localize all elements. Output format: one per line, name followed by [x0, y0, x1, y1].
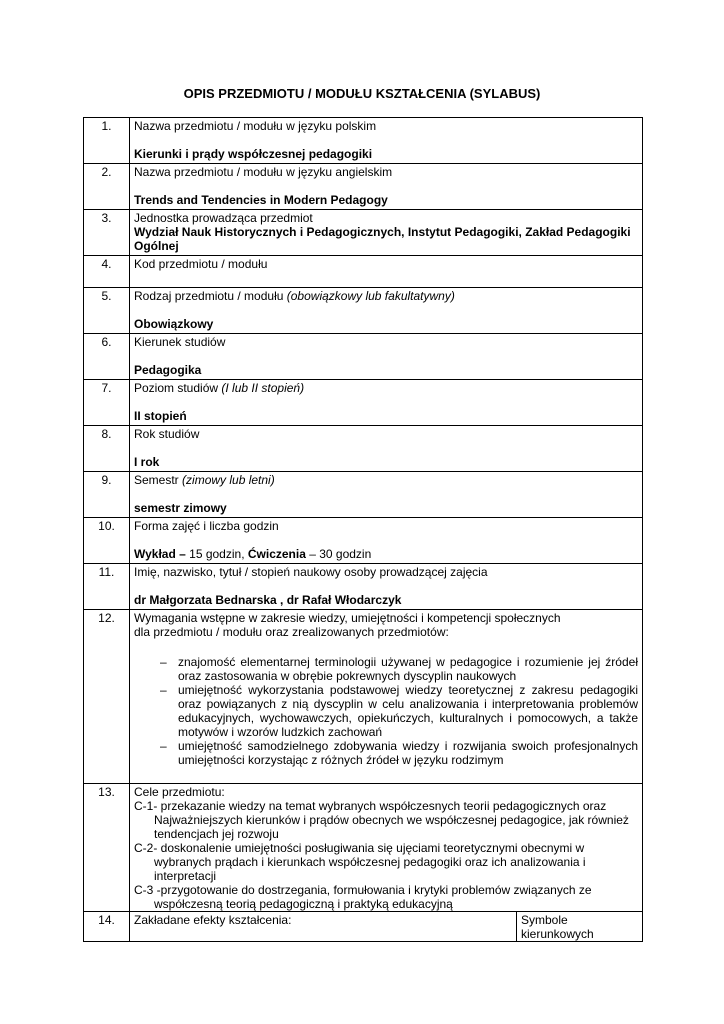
row-number: 4. — [84, 256, 130, 288]
row-7 — [84, 380, 643, 426]
row-8 — [84, 426, 643, 472]
row-12 — [84, 610, 643, 784]
row-5 — [84, 288, 643, 334]
row-number: 5. — [84, 288, 130, 334]
row-hint: (zimowy lub letni) — [182, 473, 275, 487]
row-label: Zakładane efekty kształcenia: — [130, 912, 517, 942]
row-number: 9. — [84, 472, 130, 518]
row-hint: (I lub II stopień) — [221, 381, 305, 395]
row-11 — [84, 564, 643, 610]
course-type: Obowiązkowy — [134, 317, 214, 331]
row-label: Imię, nazwisko, tytuł / stopień naukowy osoby prowadzącej zajęcia — [134, 565, 488, 579]
course-name-pl: Kierunki i prądy współczesnej pedagogiki — [134, 147, 373, 161]
prerequisites-list — [134, 655, 638, 767]
row-hint: (obowiązkowy lub fakultatywny) — [286, 289, 455, 303]
row-label: Rodzaj przedmiotu / modułu — [134, 289, 284, 303]
exercise-hours: – 30 godzin — [305, 547, 372, 561]
row-label: Nazwa przedmiotu / modułu w języku angielskim — [134, 165, 393, 179]
row-number: 1. — [84, 118, 130, 164]
row-14 — [84, 912, 643, 942]
row-number: 8. — [84, 426, 130, 472]
row-label: Cele przedmiotu: — [134, 785, 225, 799]
row-label: Poziom studiów — [134, 381, 219, 395]
row-number: 10. — [84, 518, 130, 564]
row-label: Nazwa przedmiotu / modułu w języku polskim — [134, 119, 377, 133]
lecture-hours: 15 godzin, — [185, 547, 248, 561]
row-label-2: dla przedmiotu / modułu oraz zrealizowanych przedmiotów: — [134, 625, 449, 639]
row-label: Forma zajęć i liczba godzin — [134, 519, 279, 533]
row-number: 14. — [84, 912, 130, 942]
row-10 — [84, 518, 643, 564]
class-hours — [134, 547, 638, 561]
field-of-study: Pedagogika — [134, 363, 202, 377]
goal-item: C-1- przekazanie wiedzy na temat wybranych współczesnych teorii pedagogicznych oraz Najważniejszych kierunków i prądów obecnych we współczesnej pedagogice, jak również tendencjach jej rozwoju — [134, 799, 629, 841]
row-number: 2. — [84, 164, 130, 210]
lecture-label: Wykład – — [134, 547, 186, 561]
row-label: Kierunek studiów — [134, 335, 226, 349]
study-level: II stopień — [134, 409, 187, 423]
goal-item: C-3 -przygotowanie do dostrzegania, formułowania i krytyki problemów związanych ze współczesną teorią pedagogiczną i praktyką edukacyjną — [134, 883, 592, 911]
course-name-en: Trends and Tendencies in Modern Pedagogy — [134, 193, 388, 207]
row-4 — [84, 256, 643, 288]
row-13 — [84, 784, 643, 912]
document-title: OPIS PRZEDMIOTU / MODUŁU KSZTAŁCENIA (SYLABUS) — [183, 86, 541, 101]
list-item-text: znajomość elementarnej terminologii używanej w pedagogice i rozumienie jej źródeł oraz zastosowania w obrębie pokrewnych dyscyplin naukowych — [178, 655, 638, 683]
row-number: 11. — [84, 564, 130, 610]
row-number: 12. — [84, 610, 130, 784]
syllabus-table — [83, 117, 643, 942]
semester: semestr zimowy — [134, 501, 227, 515]
list-item: – znajomość elementarnej terminologii używanej w pedagogice i rozumienie jej źródeł oraz zastosowania w obrębie pokrewnych dyscyplin naukowych — [160, 655, 638, 683]
teaching-unit: Wydział Nauk Historycznych i Pedagogicznych, Instytut Pedagogiki, Zakład Pedagogiki Ogólnej — [134, 225, 631, 253]
row-1 — [84, 118, 643, 164]
row-number: 13. — [84, 784, 130, 912]
list-item-text: umiejętność samodzielnego zdobywania wiedzy i rozwijania swoich profesjonalnych umiejętności korzystając z różnych źródeł w języku rodzimym — [178, 739, 638, 767]
row-label: Jednostka prowadząca przedmiot — [134, 211, 313, 225]
row-number: 6. — [84, 334, 130, 380]
row-9 — [84, 472, 643, 518]
row-number: 3. — [84, 210, 130, 256]
goal-item: C-2- doskonalenie umiejętności posługiwania się ujęciami teoretycznymi obecnymi w wybranych prądach i kierunkach współczesnej pedagogiki oraz ich analizowania i interpretacji — [134, 841, 586, 883]
row-label: Wymagania wstępne w zakresie wiedzy, umiejętności i kompetencji społecznych — [134, 611, 561, 625]
symbols-header: Symbole kierunkowych — [517, 912, 643, 942]
row-2 — [84, 164, 643, 210]
instructors: dr Małgorzata Bednarska , dr Rafał Włodarczyk — [134, 593, 402, 607]
row-3 — [84, 210, 643, 256]
row-label: Rok studiów — [134, 427, 200, 441]
row-number: 7. — [84, 380, 130, 426]
row-6 — [84, 334, 643, 380]
study-year: I rok — [134, 455, 160, 469]
row-label: Semestr — [134, 473, 179, 487]
exercise-label: Ćwiczenia — [247, 547, 306, 561]
row-label: Kod przedmiotu / modułu — [134, 257, 268, 271]
list-item: – umiejętność wykorzystania podstawowej wiedzy teoretycznej z zakresu pedagogiki oraz powiązanych z nią dyscyplin w celu analizowania i interpretowania problemów edukacyjnych, wychowawczych, opiekuńczych, kulturalnych i pomocowych, a także motywów i wzorów ludzkich zachowań — [160, 683, 638, 739]
list-item-text: umiejętność wykorzystania podstawowej wiedzy teoretycznej z zakresu pedagogiki oraz powiązanych z nią dyscyplin w celu analizowania i interpretowania problemów edukacyjnych, wychowawczych, opiekuńczych, kulturalnych i pomocowych, a także motywów i wzorów ludzkich zachowań — [178, 683, 638, 739]
list-item: – umiejętność samodzielnego zdobywania wiedzy i rozwijania swoich profesjonalnych umiejętności korzystając z różnych źródeł w języku rodzimym — [160, 739, 638, 767]
